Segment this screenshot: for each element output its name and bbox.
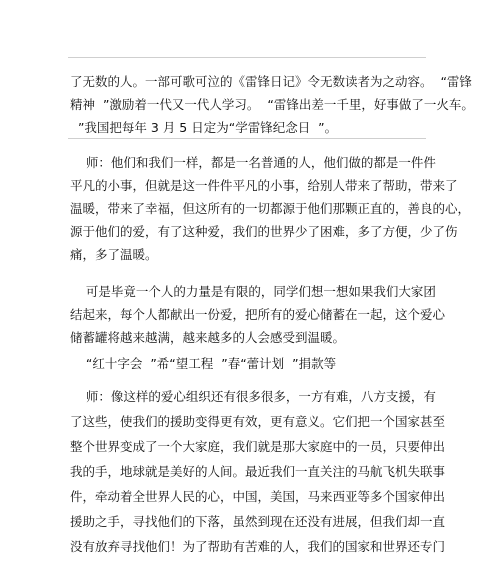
paragraph-line: 了这些，使我们的援助变得更有效，更有意义。它们把一个国家甚至 [70,414,446,429]
paragraph-line: 我的手，地球就是美好的人间。最近我们一直关注的马航飞机失联事 [70,464,446,479]
paragraph-line: 结起来，每个人都献出一份爱，把所有的爱心储蓄在一起，这个爱心 [70,307,446,322]
paragraph-line: ”我国把每年 3 月 5 日定为“学雷锋纪念日 ”。 [70,120,338,135]
paragraph-line: 源于他们的爱，有了这种爱，我们的世界少了困难，多了方便，少了伤 [70,224,458,239]
paragraph-line: 师：像这样的爱心组织还有很多很多，一方有难，八方支援，有 [70,389,436,404]
paragraph-line: 没有放弃寻找他们！为了帮助有苦难的人，我们的国家和世界还专门 [70,539,446,554]
paragraph-line: 师：他们和我们一样，都是一名普通的人，他们做的都是一件件 [70,155,436,170]
paragraph-line: 可是毕竟一个人的力量是有限的，同学们想一想如果我们大家团 [70,284,436,299]
paragraph-line: 整个世界变成了一个大家庭，我们就是那大家庭中的一员，只要伸出 [70,439,446,454]
paragraph-line: 精神 ”激励着一代又一代人学习。 “雷锋出差一千里，好事做了一火车。 [70,97,474,112]
donation-heading: “红十字会 ”希“望工程 ”春“蕾计划 ”捐款等 [70,356,337,371]
paragraph-line: 援助之手，寻找他们的下落，虽然到现在还没有进展，但我们却一直 [70,514,446,529]
footer-rule [68,138,426,139]
paragraph-line: 储蓄罐将越来越满，越来越多的人会感受到温暖。 [70,330,346,345]
paragraph-line: 温暖，带来了幸福，但这所有的一切都源于他们那颗正直的，善良的心， [70,201,471,216]
paragraph-line: 平凡的小事，但就是这一件件平凡的小事，给别人带来了帮助，带来了 [70,178,458,193]
header-rule [68,57,426,58]
paragraph-line: 痛，多了温暖。 [70,247,158,262]
paragraph-line: 了无数的人。一部可歌可泣的《雷锋日记》令无数读者为之动容。 “雷锋 [70,74,472,89]
paragraph-line: 件，牵动着全世界人民的心，中国，美国，马来西亚等多个国家伸出 [70,489,446,504]
